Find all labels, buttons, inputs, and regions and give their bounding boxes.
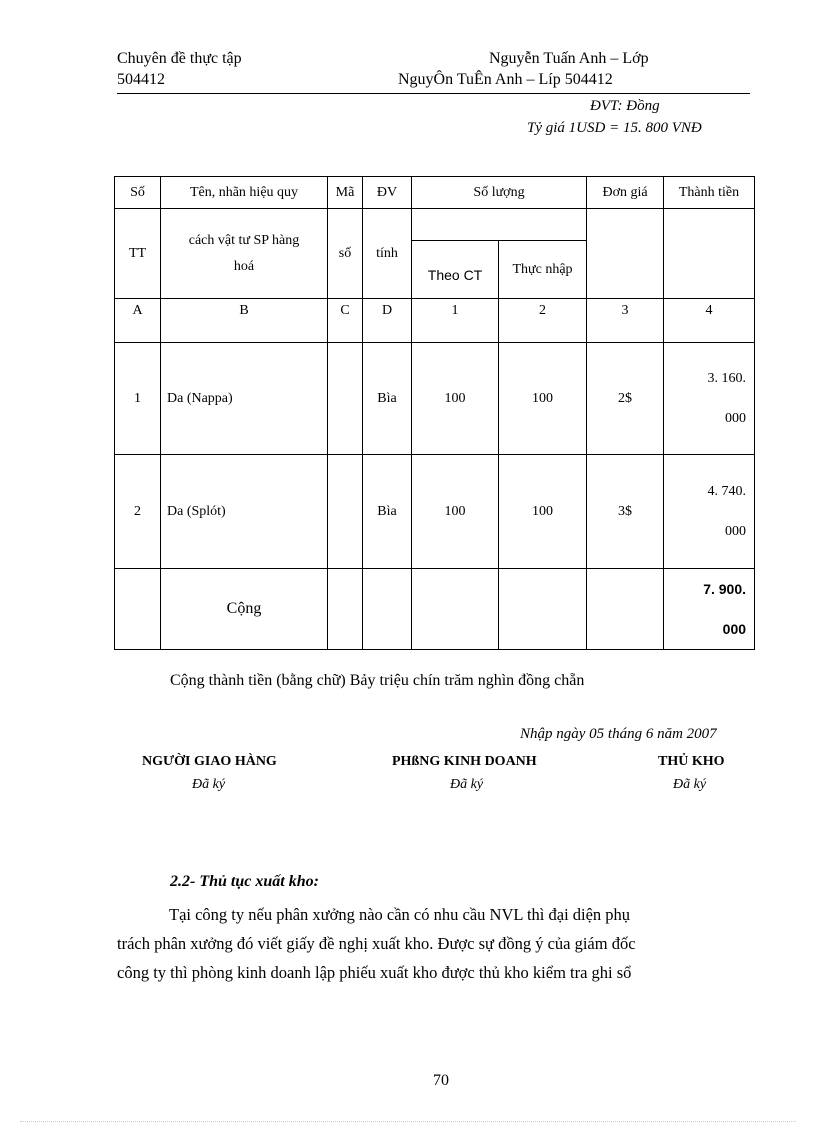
header-right-line1: Nguyễn Tuấn Anh – Lớp (489, 50, 649, 67)
header-thuc-nhap: Thực nhập (499, 241, 587, 299)
row-amount (664, 455, 755, 569)
row-code (328, 343, 363, 455)
section-paragraph-line2: trách phân xưởng đó viết giấy đề nghị xuất kho. Được sự đồng ý của giám đốc (117, 934, 636, 953)
signature-role-sales: PHßNG KINH DOANH (392, 754, 537, 769)
header-thanh-tien-spacer (664, 209, 755, 299)
table-row (115, 455, 755, 569)
col-code-4: 4 (664, 299, 755, 343)
signature-role-storekeeper: THỦ KHO (658, 754, 725, 769)
row-price: 2$ (587, 343, 664, 455)
col-code-c: C (328, 299, 363, 343)
row-name: Da (Splót) (161, 455, 328, 569)
section-title: 2.2- Thủ tục xuất kho: (170, 873, 319, 890)
header-ten-line2: cách vật tư SP hàng (188, 232, 300, 248)
currency-unit: ĐVT: Đồng (590, 98, 660, 114)
total-row (115, 569, 755, 650)
header-rule (117, 93, 750, 94)
table-header-row-2 (115, 209, 755, 241)
row-unit: Bìa (363, 343, 412, 455)
section-paragraph-line3: công ty thì phòng kinh doanh lập phiếu xuất kho được thủ kho kiểm tra ghi sổ (117, 963, 632, 982)
total-empty-5 (499, 569, 587, 650)
header-dv: ĐV (363, 177, 412, 209)
row-amount-line1: 4. 740. (707, 483, 747, 499)
signature-sign-storekeeper: Đã ký (673, 777, 707, 792)
header-so: Số (115, 177, 161, 209)
date-line: Nhập ngày 05 tháng 6 năm 2007 (520, 726, 717, 742)
row-unit: Bìa (363, 455, 412, 569)
header-so-luong: Số lượng (412, 177, 587, 209)
header-don-gia-spacer (587, 209, 664, 299)
row-theo-ct: 100 (412, 343, 499, 455)
header-ten-cont (161, 209, 328, 299)
signature-sign-sales: Đã ký (450, 777, 484, 792)
page-number: 70 (433, 1072, 449, 1089)
row-amount-line2: 000 (725, 410, 747, 426)
total-empty-6 (587, 569, 664, 650)
row-theo-ct: 100 (412, 455, 499, 569)
total-empty-1 (115, 569, 161, 650)
row-thuc-nhap: 100 (499, 455, 587, 569)
row-price: 3$ (587, 455, 664, 569)
col-code-b: B (161, 299, 328, 343)
header-ten-line1: Tên, nhãn hiệu quy (161, 177, 328, 209)
row-stt: 1 (115, 343, 161, 455)
col-code-3: 3 (587, 299, 664, 343)
table-header-row (115, 177, 755, 209)
header-ten-line3: hoá (233, 258, 255, 274)
header-left-line1: Chuyên đề thực tập (117, 50, 242, 67)
total-empty-2 (328, 569, 363, 650)
header-right-line2: NguyÔn TuÊn Anh – Líp 504412 (398, 71, 613, 88)
header-don-gia: Đơn giá (587, 177, 664, 209)
header-so-ma: số (328, 209, 363, 299)
row-code (328, 455, 363, 569)
header-left-line2: 504412 (117, 71, 165, 88)
section-paragraph-line1: Tại công ty nếu phân xưởng nào cần có nhu cầu NVL thì đại diện phụ (169, 905, 631, 924)
total-amount (664, 569, 755, 650)
header-ma: Mã (328, 177, 363, 209)
row-amount-line1: 3. 160. (707, 370, 747, 386)
col-code-a: A (115, 299, 161, 343)
signature-sign-deliverer: Đã ký (192, 777, 226, 792)
header-tinh: tính (363, 209, 412, 299)
header-thanh-tien: Thành tiền (664, 177, 755, 209)
row-thuc-nhap: 100 (499, 343, 587, 455)
col-code-d: D (363, 299, 412, 343)
header-tt: TT (115, 209, 161, 299)
row-amount-line2: 000 (725, 523, 747, 539)
header-theo-ct: Theo CT (412, 241, 499, 299)
signature-role-deliverer: NGƯỜI GIAO HÀNG (142, 754, 277, 769)
exchange-rate: Tỷ giá 1USD = 15. 800 VNĐ (527, 120, 702, 136)
page-bottom-rule (20, 1121, 796, 1122)
col-code-2: 2 (499, 299, 587, 343)
row-name: Da (Nappa) (161, 343, 328, 455)
total-amount-line1: 7. 900. (703, 581, 747, 597)
total-in-words: Cộng thành tiền (bằng chữ) Bảy triệu chín trăm nghìn đồng chẵn (170, 672, 585, 689)
row-stt: 2 (115, 455, 161, 569)
total-empty-4 (412, 569, 499, 650)
table-row (115, 343, 755, 455)
total-amount-line2: 000 (722, 621, 747, 637)
col-code-1: 1 (412, 299, 499, 343)
goods-receipt-table (114, 176, 755, 650)
header-so-luong-spacer (412, 209, 587, 241)
row-amount (664, 343, 755, 455)
total-empty-3 (363, 569, 412, 650)
col-code-row (115, 299, 755, 343)
total-label: Cộng (161, 569, 328, 650)
